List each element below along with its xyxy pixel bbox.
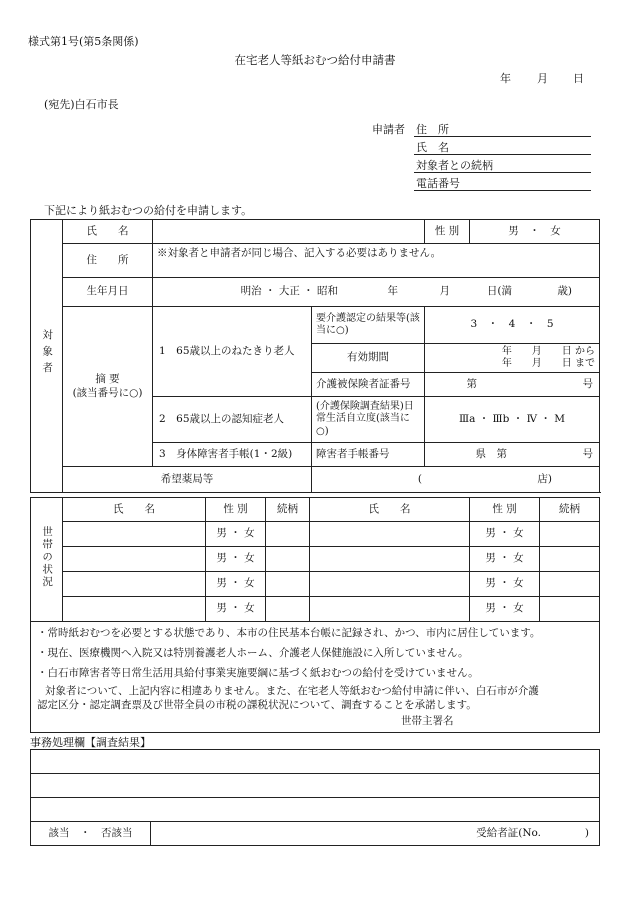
pharmacy-input[interactable] [312,467,600,493]
household-name-input[interactable] [63,597,206,622]
insured-no-suffix: 号 [582,377,593,390]
declaration-2: ・現在、医療機関へ入院又は特別養護老人ホーム、介護老人保健施設に入所していません。 [37,647,469,659]
target-gender-label: 性 別 [425,220,470,244]
household-name-input[interactable] [63,547,206,572]
disability-suffix: 号 [582,447,593,460]
target-name-label: 氏 名 [63,220,153,244]
valid-to: 年 月 日 まで [501,358,595,369]
date-month-label: 月 [537,72,548,85]
pharmacy-open: ( [417,472,422,485]
item2-label: 2 65歳以上の認知症老人 [159,412,285,425]
household-col-gender-left: 性 別 [206,498,266,522]
summary-label-cell [63,307,153,467]
addressee: (宛先)白石市長 [44,98,119,111]
birth-day-age-label: 日(満 [486,285,512,298]
office-table [30,749,600,846]
applicant-address-label: 住 所 [416,123,449,136]
insured-no-input[interactable] [425,373,600,397]
office-row-2[interactable] [31,774,600,798]
page-title: 在宅老人等紙おむつ給付申請書 [234,53,396,67]
birth-input[interactable] [153,278,600,307]
item2-cell[interactable] [153,397,312,443]
household-name-input[interactable] [63,522,206,547]
applicant-phone-line[interactable] [414,190,591,191]
household-gender-option[interactable]: 男 ・ 女 [206,597,266,622]
applicant-relationship-label: 対象者との続柄 [416,159,493,172]
dementia-options[interactable]: Ⅲa ・ Ⅲb ・ Ⅳ ・ M [425,397,600,443]
birth-eras: 明治 ・ 大正 ・ 昭和 [240,285,338,298]
item1-label: 1 65歳以上のねたきり老人 [159,344,295,357]
pharmacy-label: 希望薬局等 [63,467,312,493]
valid-period-label: 有効期間 [312,344,425,373]
item3-cell[interactable] [153,443,312,467]
birth-year-label: 年 [387,285,398,298]
declaration-3: ・白石市障害者等日常生活用具給付事業実施要綱に基づく紙おむつの給付を受けていません。 [37,667,479,679]
household-relation-input[interactable] [540,522,600,547]
item3-label: 3 身体障害者手帳(1・2級) [159,447,293,460]
signature-label: 世帯主署名 [401,715,454,727]
applicant-relationship-line[interactable] [414,172,591,173]
household-relation-input[interactable] [540,572,600,597]
intro-text: 下記により紙おむつの給付を申請します。 [44,204,253,217]
household-gender-option[interactable]: 男 ・ 女 [206,522,266,547]
birth-age-unit: 歳) [557,285,572,298]
birth-month-label: 月 [439,285,450,298]
household-relation-input[interactable] [540,547,600,572]
household-gender-option[interactable]: 男 ・ 女 [206,572,266,597]
household-col-name-left: 氏 名 [63,498,206,522]
office-row-1[interactable] [31,750,600,774]
household-name-input[interactable] [310,522,470,547]
household-table [30,497,600,622]
household-name-input[interactable] [63,572,206,597]
target-table [30,219,600,493]
disability-no-input[interactable] [425,443,600,467]
declaration-1: ・常時紙おむつを必要とする状態であり、本市の住民基本台帳に記録され、かつ、市内に居住しています。 [37,627,541,639]
date-year-label: 年 [500,72,511,85]
applicant-address-line[interactable] [414,136,591,137]
consent-text-line2: 認定区分・認定調査票及び世帯全員の市税の課税状況について、調査することを承諾します。 [37,699,477,711]
target-gender-options[interactable]: 男 ・ 女 [470,220,600,244]
household-gender-option[interactable]: 男 ・ 女 [470,522,540,547]
household-relation-input[interactable] [266,597,310,622]
target-section-label: 対象者 [31,220,63,493]
household-section-label: 世帯の状況 [31,498,63,622]
certificate-cell[interactable] [151,822,600,846]
household-col-relation-right: 続柄 [540,498,600,522]
applicant-phone-label: 電話番号 [416,177,460,190]
household-gender-option[interactable]: 男 ・ 女 [470,597,540,622]
applicant-label: 申請者 [372,123,405,136]
valid-from: 年 月 日 から [501,345,595,357]
insured-no-label: 介護被保険者証番号 [312,373,425,397]
summary-note: (該当番号に○) [72,386,143,399]
pharmacy-close: 店) [537,472,552,485]
target-address-input[interactable] [153,244,600,278]
consent-text-line1: 対象者について、上記内容に相違ありません。また、在宅老人等紙おむつ給付申請に伴い、白石市が介護 [45,685,539,697]
certificate-label: 受給者証(No. [476,826,541,839]
dementia-label: (介護保険調査結果)日常生活自立度(該当に○) [312,397,425,443]
item1-cell[interactable] [153,307,312,397]
applicant-name-label: 氏 名 [416,141,449,154]
household-gender-option[interactable]: 男 ・ 女 [470,572,540,597]
household-relation-input[interactable] [266,522,310,547]
household-col-relation-left: 続柄 [266,498,310,522]
household-col-name-right: 氏 名 [310,498,470,522]
declarations-box [30,622,600,733]
valid-period-input[interactable] [425,344,600,373]
household-relation-input[interactable] [266,572,310,597]
birth-label: 生年月日 [63,278,153,307]
care-level-options[interactable]: 3 ・ 4 ・ 5 [425,307,600,344]
certificate-close: ) [584,826,589,839]
office-label: 事務処理欄【調査結果】 [30,736,151,749]
form-number: 様式第1号(第5条関係) [28,35,139,48]
household-name-input[interactable] [310,597,470,622]
insured-no-prefix: 第 [466,377,477,390]
applicant-name-line[interactable] [414,154,591,155]
office-row-3[interactable] [31,798,600,822]
target-address-note: ※対象者と申請者が同じ場合、記入する必要はありません。 [157,247,442,259]
household-relation-input[interactable] [540,597,600,622]
care-level-label: 要介護認定の結果等(該当に○) [312,307,425,344]
target-name-input[interactable] [153,220,425,244]
household-name-input[interactable] [310,547,470,572]
eligibility-options[interactable]: 該当 ・ 否該当 [31,822,151,846]
summary-label: 摘 要 [95,373,120,386]
target-address-label: 住 所 [63,244,153,278]
household-name-input[interactable] [310,572,470,597]
household-gender-option[interactable]: 男 ・ 女 [206,547,266,572]
disability-no-label: 障害者手帳番号 [312,443,425,467]
household-col-gender-right: 性 別 [470,498,540,522]
household-relation-input[interactable] [266,547,310,572]
disability-pref: 県 第 [475,447,507,460]
household-gender-option[interactable]: 男 ・ 女 [470,547,540,572]
date-day-label: 日 [573,72,584,85]
